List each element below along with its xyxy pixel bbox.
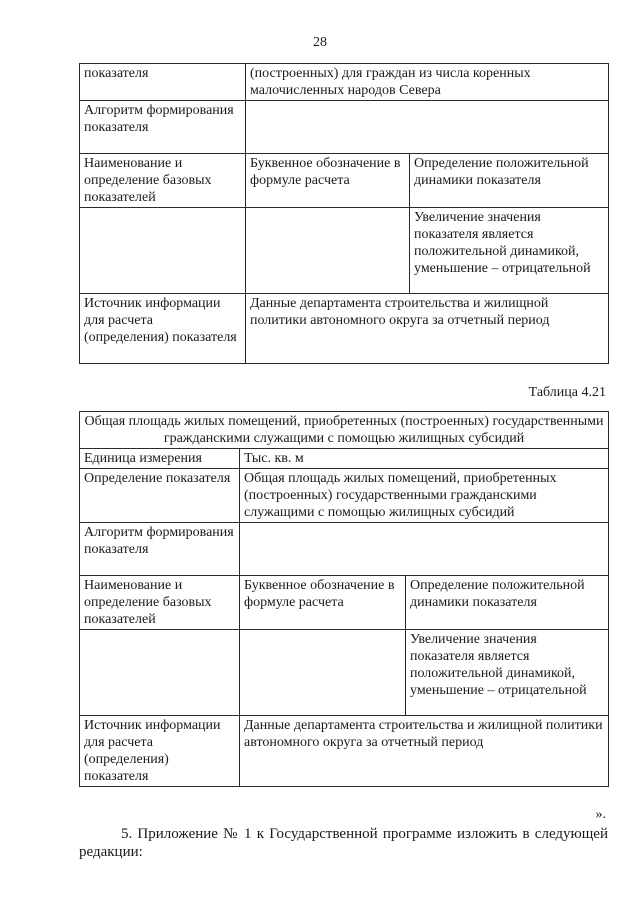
row-label: показателя bbox=[80, 64, 246, 101]
table-row bbox=[80, 523, 609, 576]
positive-dynamics-cell: Увеличение значения показателя является положительной динамикой, уменьшение – отрицательной bbox=[406, 630, 609, 716]
letter-designation-cell bbox=[240, 630, 406, 716]
indicator-table-continued bbox=[79, 63, 609, 364]
row-label: Определение показателя bbox=[80, 469, 240, 523]
table-row bbox=[80, 64, 609, 101]
row-label: Источник информации для расчета (определения) показателя bbox=[80, 716, 240, 787]
row-content: Данные департамента строительства и жилищной политики автономного округа за отчетный период bbox=[240, 716, 609, 787]
table-row bbox=[80, 716, 609, 787]
letter-designation-header: Буквенное обозначение в формуле расчета bbox=[240, 576, 406, 630]
table-row bbox=[80, 469, 609, 523]
table-row bbox=[80, 630, 609, 716]
positive-dynamics-header: Определение положительной динамики показателя bbox=[410, 154, 609, 208]
letter-designation-header: Буквенное обозначение в формуле расчета bbox=[246, 154, 410, 208]
closing-paragraph: 5. Приложение № 1 к Государственной программе изложить в следующей редакции: bbox=[79, 826, 608, 860]
row-content bbox=[240, 523, 609, 576]
row-content bbox=[246, 101, 609, 154]
positive-dynamics-header: Определение положительной динамики показателя bbox=[406, 576, 609, 630]
table-row bbox=[80, 208, 609, 294]
indicator-table-4-21 bbox=[79, 411, 609, 787]
row-content: Общая площадь жилых помещений, приобретенных (построенных) государственными гражданскими служащими с помощью жилищных субсидий bbox=[240, 469, 609, 523]
table-title: Общая площадь жилых помещений, приобретенных (построенных) государственными гражданскими служащими с помощью жилищных субсидий bbox=[80, 412, 609, 449]
row-label bbox=[80, 208, 246, 294]
end-quote: ». bbox=[595, 807, 606, 822]
row-content: (построенных) для граждан из числа коренных малочисленных народов Севера bbox=[246, 64, 609, 101]
table-row bbox=[80, 449, 609, 469]
table-row bbox=[80, 101, 609, 154]
table-title-row bbox=[80, 412, 609, 449]
row-content: Данные департамента строительства и жилищной политики автономного округа за отчетный период bbox=[246, 294, 609, 364]
row-label: Единица измерения bbox=[80, 449, 240, 469]
row-label: Алгоритм формирования показателя bbox=[80, 523, 240, 576]
row-label bbox=[80, 630, 240, 716]
row-label: Наименование и определение базовых показателей bbox=[80, 154, 246, 208]
row-label: Источник информации для расчета (определения) показателя bbox=[80, 294, 246, 364]
page-number: 28 bbox=[313, 35, 327, 50]
row-label: Алгоритм формирования показателя bbox=[80, 101, 246, 154]
table-row bbox=[80, 576, 609, 630]
row-label: Наименование и определение базовых показателей bbox=[80, 576, 240, 630]
positive-dynamics-cell: Увеличение значения показателя является положительной динамикой, уменьшение – отрицательной bbox=[410, 208, 609, 294]
table-row bbox=[80, 154, 609, 208]
row-content: Тыс. кв. м bbox=[240, 449, 609, 469]
table-caption: Таблица 4.21 bbox=[528, 385, 606, 400]
letter-designation-cell bbox=[246, 208, 410, 294]
table-row bbox=[80, 294, 609, 364]
